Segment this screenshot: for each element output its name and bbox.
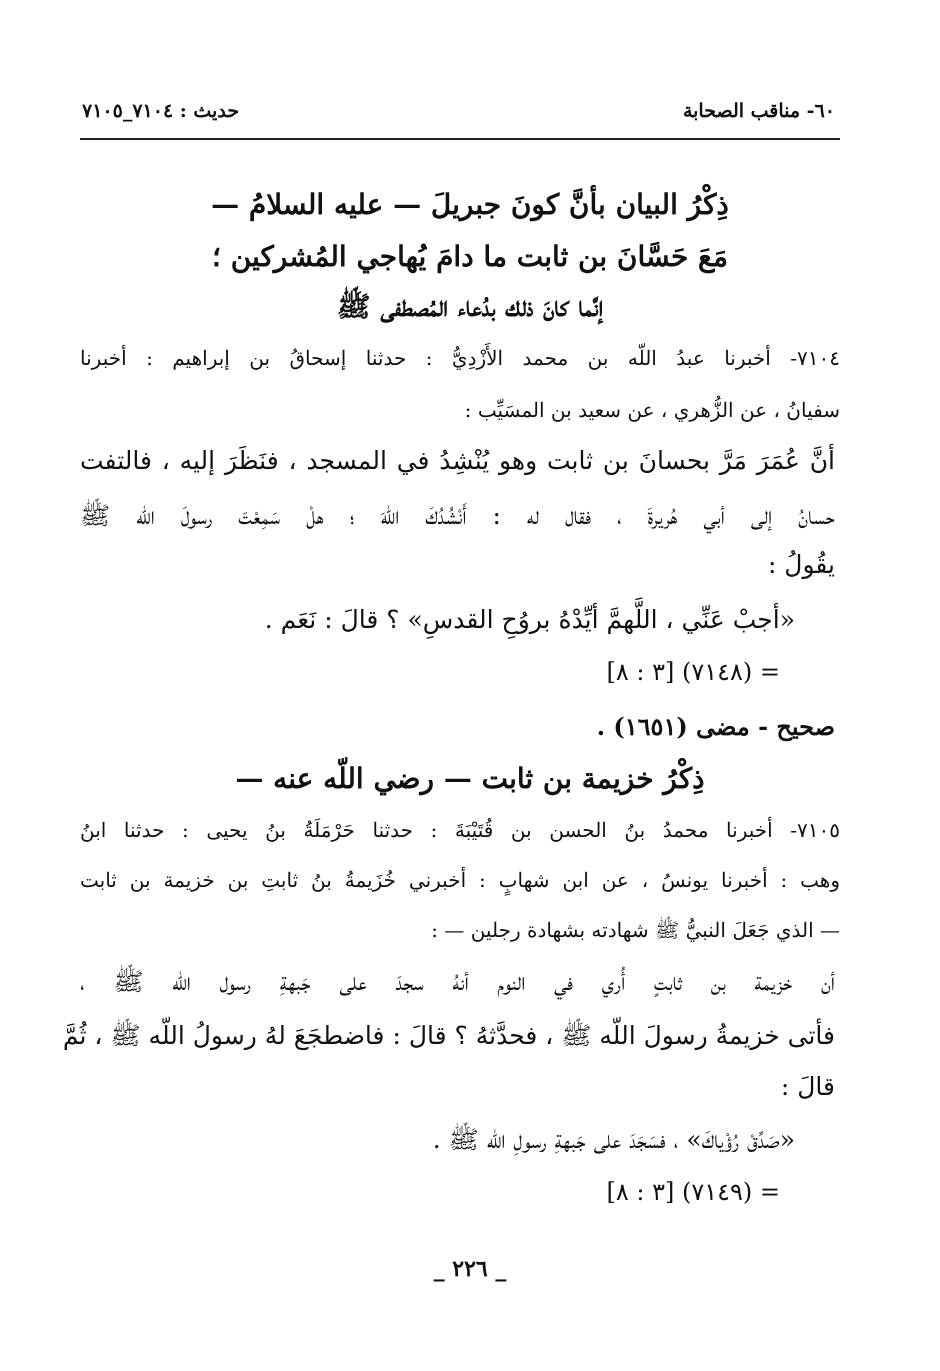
- isnad-line: ٧١٠٥- أخبرنا محمدُ بنُ الحسن بن قُتَيْبَةَ : حدثنا حَرْمَلَةُ بنُ يحيى : حدثنا ابنُ: [80, 818, 840, 842]
- matn-line: يقُولُ :: [767, 550, 835, 579]
- isnad-line: — الذي جَعَلَ النبيُّ ﷺ شهادته بشهادة رجلين — :: [431, 918, 840, 942]
- prophetic-quote: «صَدِّقْ رُؤْياكَ» ، فسَجَدَ على جَبهةِ رسولِ اللّه ﷺ .: [432, 1125, 795, 1154]
- cross-reference: = (٧١٤٨) [٣ : ٨]: [606, 658, 780, 686]
- matn-line: قالَ :: [780, 1072, 835, 1101]
- section-heading-line-3: إنَّما كانَ ذلك بدُعاء المُصطفى ﷺ: [336, 290, 604, 323]
- prophetic-quote: «أجبْ عَنِّي ، اللَّهمَّ أيِّدْهُ بروُحِ القدسِ» ؟ قالَ : نَعَم .: [264, 605, 795, 634]
- isnad-line: سفيانُ ، عن الزُّهري ، عن سعيد بن المسَيِّب :: [464, 398, 840, 422]
- section-heading-line-2: مَعَ حَسَّانَ بن ثابت ما دامَ يُهاجي المُشركين ؛: [212, 240, 728, 273]
- matn-line: أن خزيمة بن ثابتٍ أُري في النوم أنهُ سجدَ على جَبهةِ رسول اللّه ﷺ ،: [80, 967, 835, 996]
- isnad-line: ٧١٠٤- أخبرنا عبدُ اللّه بن محمد الأَزْدِيُّ : حدثنا إسحاقُ بن إبراهيم : أخبرنا: [80, 346, 840, 370]
- running-header-hadith-range: حديث : ٧١٠٤_٧١٠٥: [82, 100, 240, 122]
- matn-line: حسانُ إلى أبي هُريرةَ ، فقال له : أَنْشُدُكَ اللّهَ ؛ هلْ سَمِعْتَ رسولَ اللّه ﷺ: [80, 501, 835, 530]
- matn-line: فأتى خزيمةُ رسولَ اللّه ﷺ ، فحدَّثهُ ؟ قالَ : فاضطجَعَ لهُ رسولُ اللّه ﷺ ، ثُمَّ: [62, 1021, 835, 1050]
- section-heading-line-1: ذِكْرُ البيان بأنَّ كونَ جبريلَ — عليه السلامُ —: [211, 188, 729, 221]
- cross-reference: = (٧١٤٩) [٣ : ٨]: [606, 1178, 780, 1206]
- section-heading: ذِكْرُ خزيمة بن ثابت — رضي اللّه عنه —: [235, 762, 705, 795]
- matn-line: أنَّ عُمَرَ مَرَّ بحسانَ بن ثابت وهو يُنْشِدُ في المسجد ، فنَظَرَ إليه ، فالتفت: [80, 446, 835, 475]
- isnad-line: وهب : أخبرنا يونسُ ، عن ابن شهابٍ : أخبرني خُزَيمةُ بنُ ثابتِ بن خزيمة بن ثابت: [80, 868, 840, 892]
- page-number: _ ٢٢٦ _: [433, 1256, 507, 1282]
- authenticity-grade: صحيح - مضى (١٦٥١) .: [596, 712, 835, 741]
- running-header-chapter: ٦٠- مناقب الصحابة: [682, 100, 835, 122]
- header-rule: [80, 138, 840, 140]
